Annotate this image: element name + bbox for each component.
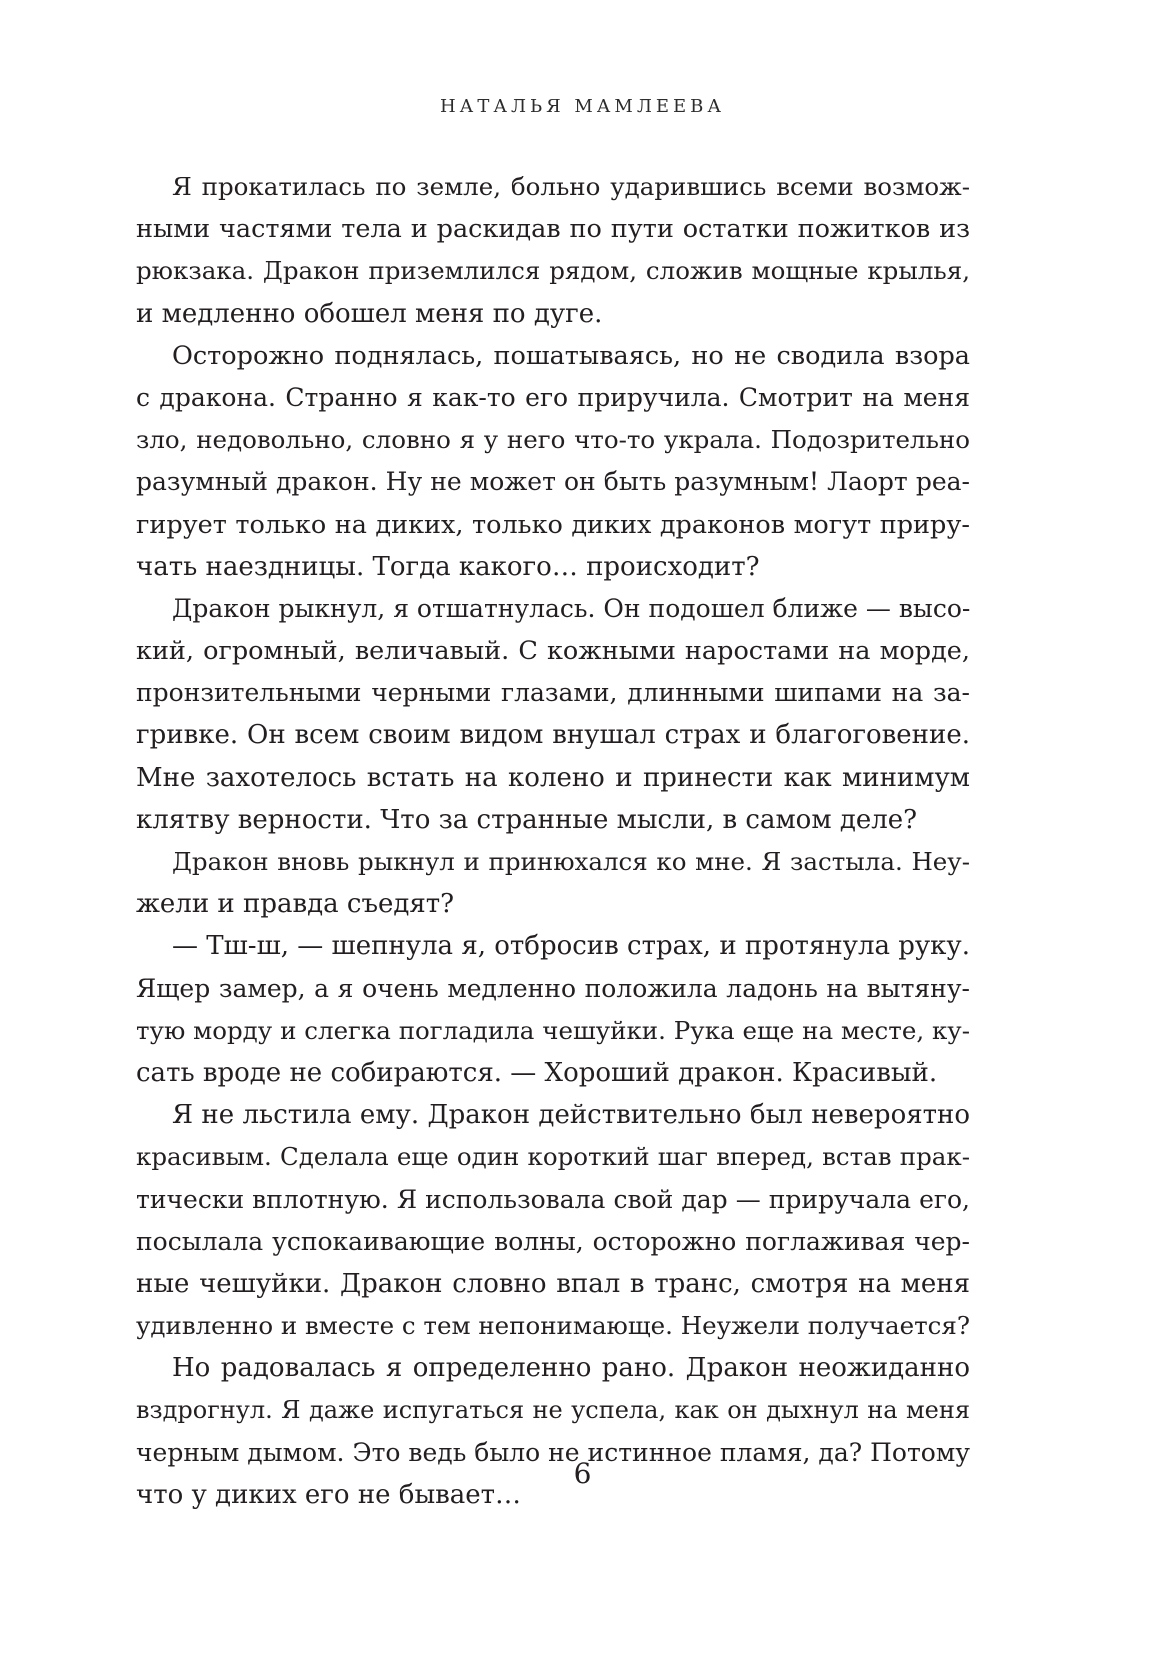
- text-line: Ящер замер, а я очень медленно положила ладонь на вытяну-: [136, 973, 970, 1003]
- text-line: и медленно обошел меня по дуге.: [136, 298, 603, 329]
- text-line: гривке. Он всем своим видом внушал страх и благоговение.: [136, 720, 970, 751]
- text-line: черным дымом. Это ведь было не истинное пламя, да? Потому: [136, 1437, 970, 1467]
- text-line: Я прокатилась по земле, больно ударившись всеми возмож-: [172, 172, 970, 201]
- text-line: жели и правда съедят?: [136, 889, 455, 920]
- page-number: 6: [573, 1457, 592, 1490]
- text-line: клятву верности. Что за странные мысли, в самом деле?: [136, 804, 918, 835]
- text-line: сать вроде не собираются. — Хороший дракон. Красивый.: [136, 1057, 938, 1088]
- text-line: ные чешуйки. Дракон словно впал в транс, смотря на меня: [136, 1268, 970, 1299]
- text-line: пронзительными черными глазами, длинными шипами на за-: [136, 678, 970, 708]
- body-text: [136, 166, 970, 1516]
- text-line: Но радовалась я определенно рано. Дракон неожиданно: [172, 1353, 970, 1384]
- text-line: Осторожно поднялась, пошатываясь, но не сводила взора: [172, 340, 970, 371]
- text-line: гирует только на диких, только диких драконов могут приру-: [136, 509, 970, 540]
- text-line: разумный дракон. Ну не может он быть разумным! Лаорт реа-: [136, 467, 970, 497]
- text-line: что у диких его не бывает…: [136, 1479, 522, 1510]
- text-line: — Тш-ш, — шепнула я, отбросив страх, и протянула руку.: [172, 931, 970, 962]
- running-head: НАТАЛЬЯ МАМЛЕЕВА: [439, 96, 726, 117]
- text-line: Мне захотелось встать на колено и принести как минимум: [136, 762, 970, 793]
- text-line: Дракон рыкнул, я отшатнулась. Он подошел ближе — высо-: [172, 593, 971, 623]
- text-line: чать наездницы. Тогда какого… происходит?: [136, 551, 760, 582]
- text-line: посылала успокаивающие волны, осторожно поглаживая чер-: [136, 1226, 970, 1256]
- text-line: Я не льстила ему. Дракон действительно был невероятно: [172, 1100, 970, 1131]
- text-line: вздрогнул. Я даже испугаться не успела, как он дыхнул на меня: [136, 1396, 970, 1425]
- text-line: с дракона. Странно я как-то его приручила. Смотрит на меня: [136, 382, 970, 412]
- text-line: рюкзака. Дракон приземлился рядом, сложив мощные крылья,: [136, 256, 970, 286]
- text-line: удивленно и вместе с тем непонимающе. Неужели получается?: [136, 1311, 970, 1341]
- text-line: зло, недовольно, словно я у него что-то украла. Подозрительно: [136, 425, 970, 455]
- text-line: красивым. Сделала еще один короткий шаг вперед, встав прак-: [136, 1142, 970, 1172]
- text-line: тически вплотную. Я использовала свой дар — приручала его,: [136, 1184, 970, 1214]
- text-line: тую морду и слегка погладила чешуйки. Рука еще на месте, ку-: [136, 1015, 970, 1045]
- text-line: Дракон вновь рыкнул и принюхался ко мне. Я застыла. Неу-: [172, 847, 970, 876]
- text-line: ными частями тела и раскидав по пути остатки пожитков из: [136, 214, 970, 245]
- text-line: кий, огромный, величавый. С кожными наростами на морде,: [136, 636, 970, 667]
